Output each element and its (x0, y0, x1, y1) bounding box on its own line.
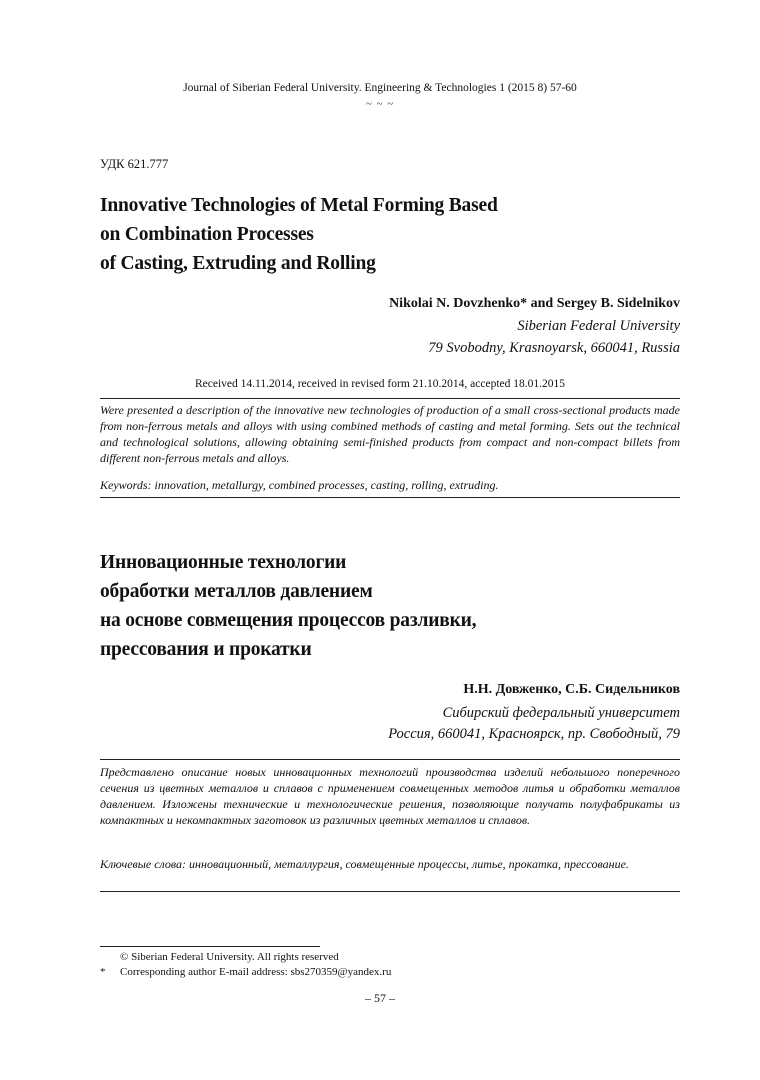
english-affiliation: Siberian Federal University (517, 318, 680, 334)
udk-code: УДК 621.777 (100, 157, 169, 171)
page-number: – 57 – (365, 991, 395, 1005)
footnote-rule (100, 946, 320, 947)
russian-title-line: Инновационные технологии (100, 552, 347, 573)
header-ornament: ~ ~ ~ (365, 98, 395, 110)
russian-address: Россия, 660041, Красноярск, пр. Свободный, 79 (388, 726, 680, 742)
english-authors: Nikolai N. Dovzhenko* and Sergey B. Sidelnikov (389, 296, 680, 311)
english-title-line: on Combination Processes (100, 224, 314, 245)
english-title-line: of Casting, Extruding and Rolling (100, 253, 376, 274)
russian-title-line: обработки металлов давлением (100, 581, 373, 602)
russian-abstract-top-rule (100, 759, 680, 760)
abstract-bottom-rule (100, 497, 680, 498)
russian-abstract: Представлено описание новых инновационных технологий производства изделий небольшого поперечного сечения из цветных металлов и сплавов с применением совмещенных методов литья и обработки металлов давлением. Изложены технические и технологические решения, позволяющие получать полуфабрикаты из компактных и некомпактных заготовок из различных цветных металлов и сплавов. (100, 765, 680, 827)
english-address: 79 Svobodny, Krasnoyarsk, 660041, Russia (428, 340, 680, 356)
journal-header: Journal of Siberian Federal University. Engineering & Technologies 1 (2015 8) 57-60 (183, 82, 577, 94)
russian-title (100, 548, 660, 664)
russian-title-line: прессования и прокатки (100, 639, 312, 660)
received-dates: Received 14.11.2014, received in revised form 21.10.2014, accepted 18.01.2015 (194, 378, 566, 390)
russian-authors: Н.Н. Довженко, С.Б. Сидельников (463, 682, 680, 697)
russian-abstract-bottom-rule (100, 891, 680, 892)
russian-keywords: Ключевые слова: инновационный, металлургия, совмещенные процессы, литье, прокатка, прессование. (100, 857, 629, 871)
russian-title-line: на основе совмещения процессов разливки, (100, 610, 477, 631)
russian-affiliation: Сибирский федеральный университет (442, 705, 680, 721)
footnote-marker: * (100, 966, 106, 978)
footnote-copyright: © Siberian Federal University. All rights reserved (120, 951, 339, 963)
english-abstract: Were presented a description of the innovative new technologies of production of a small cross-sectional products made from non-ferrous metals and alloys with using combined methods of casting and metal forming. Sets out the technical and technological solutions, allowing obtaining semi-finished products from compact and non-compact billets from different non-ferrous metals and alloys. (100, 403, 680, 465)
footnote-corresponding-author: Corresponding author E-mail address: sbs270359@yandex.ru (120, 966, 392, 978)
english-keywords: Keywords: innovation, metallurgy, combined processes, casting, rolling, extruding. (100, 478, 499, 492)
english-title-line: Innovative Technologies of Metal Forming Based (100, 195, 498, 216)
abstract-top-rule (100, 398, 680, 399)
english-title (100, 191, 660, 278)
